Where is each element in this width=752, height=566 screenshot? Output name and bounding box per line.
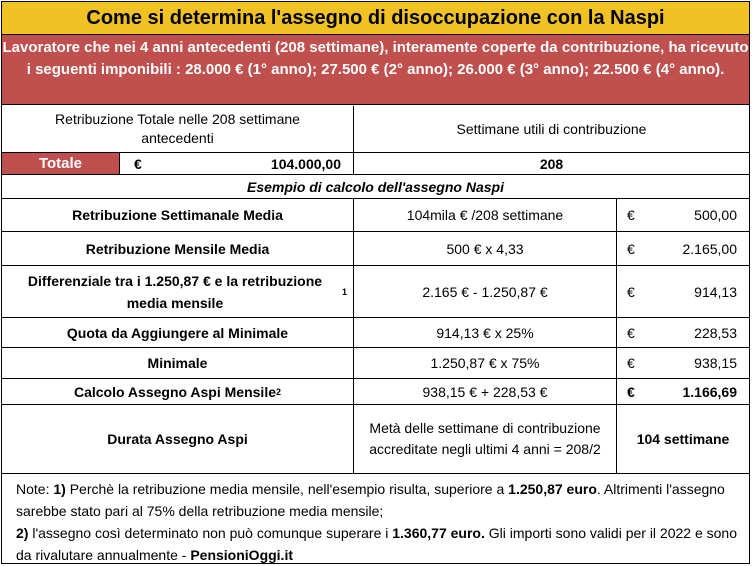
row-label [2, 232, 354, 266]
row-value: 1.166,69 [682, 383, 737, 400]
note-source: PensioniOggi.it [190, 547, 293, 563]
note-number-2: 2) [16, 525, 29, 541]
note-text-4: Gli importi sono validi per il 2022 e sono da rivalutare annualmente - [16, 525, 738, 563]
row-formula: 104mila € /208 settimane [354, 199, 617, 232]
row-value: 2.165,00 [682, 240, 737, 257]
row-label [2, 348, 354, 379]
row-label-text: Retribuzione Settimanale Media [72, 207, 283, 223]
row-label-text: Minimale [147, 355, 208, 371]
row-value-cell [617, 199, 749, 232]
durata-formula: Metà delle settimane di contribuzione accreditate negli ultimi 4 anni = 208/2 [354, 405, 617, 474]
row-label-text: Differenziale tra i 1.250,87 € e la retribuzione media mensile [27, 272, 323, 311]
row-label [2, 379, 354, 405]
row-formula: 500 € x 4,33 [354, 232, 617, 266]
row-value-cell [617, 266, 749, 318]
row-label-text: Quota da Aggiungere al Minimale [66, 324, 289, 341]
row-value-cell [617, 232, 749, 266]
note-bold-2: 1.360,77 euro. [392, 525, 485, 541]
totale-currency: € [134, 155, 142, 172]
row-label-text: Calcolo Assegno Aspi Mensile [73, 383, 276, 400]
note-text-2: . Altrimenti l'assegno sarebbe stato pari al 75% della retribuzione media mensile; [16, 481, 725, 519]
row-currency: € [627, 324, 635, 341]
row-label [2, 318, 354, 348]
row-label [2, 266, 354, 318]
intro-text: Lavoratore che nei 4 anni antecedenti (208 settimane), interamente coperte da contribuzione, ha ricevuto i seguenti imponibili : 28.000 € (1° anno); 27.500 € (2° anno); 26.000 € (3° anno); 22.500 € (4° anno). [2, 35, 749, 105]
header-retribuzione: Retribuzione Totale nelle 208 settimane antecedenti [2, 106, 354, 153]
page-title: Come si determina l'assegno di disoccupazione con la Naspi [2, 2, 749, 35]
totale-label: Totale [2, 153, 120, 175]
note-text-3: l'assegno così determinato non può comunque superare i [28, 525, 393, 541]
row-footnote-mark: 2 [276, 386, 282, 397]
example-title: Esempio di calcolo dell'assegno Naspi [2, 175, 749, 199]
row-value-cell [617, 318, 749, 348]
totale-amount-cell [120, 153, 354, 175]
naspi-table [1, 1, 750, 564]
row-currency: € [627, 383, 635, 400]
row-formula: 1.250,87 € x 75% [354, 348, 617, 379]
totale-amount: 104.000,00 [270, 155, 341, 172]
durata-value: 104 settimane [617, 405, 749, 474]
row-formula: 938,15 € + 228,53 € [354, 379, 617, 405]
note-number-1: 1) [53, 481, 66, 497]
note-bold-1: 1.250,87 euro [508, 481, 597, 497]
row-formula: 914,13 € x 25% [354, 318, 617, 348]
header-settimane: Settimane utili di contribuzione [354, 106, 749, 153]
note-prefix: Note: [16, 481, 54, 497]
row-value-cell [617, 348, 749, 379]
row-value: 500,00 [694, 207, 737, 223]
note-text [2, 474, 749, 563]
row-value-cell [617, 379, 749, 405]
row-currency: € [627, 355, 635, 371]
durata-label: Durata Assegno Aspi [2, 405, 354, 474]
row-footnote-mark: 1 [341, 286, 347, 297]
row-label [2, 199, 354, 232]
row-currency: € [627, 207, 635, 223]
row-currency: € [627, 283, 635, 300]
note-text-1: Perchè la retribuzione media mensile, nell'esempio risulta, superiore a [65, 481, 509, 497]
row-label-text: Retribuzione Mensile Media [85, 240, 270, 257]
totale-weeks: 208 [354, 153, 749, 175]
row-formula: 2.165 € - 1.250,87 € [354, 266, 617, 318]
row-value: 938,15 [694, 355, 737, 371]
row-value: 228,53 [694, 324, 737, 341]
row-currency: € [627, 240, 635, 257]
row-value: 914,13 [694, 283, 737, 300]
